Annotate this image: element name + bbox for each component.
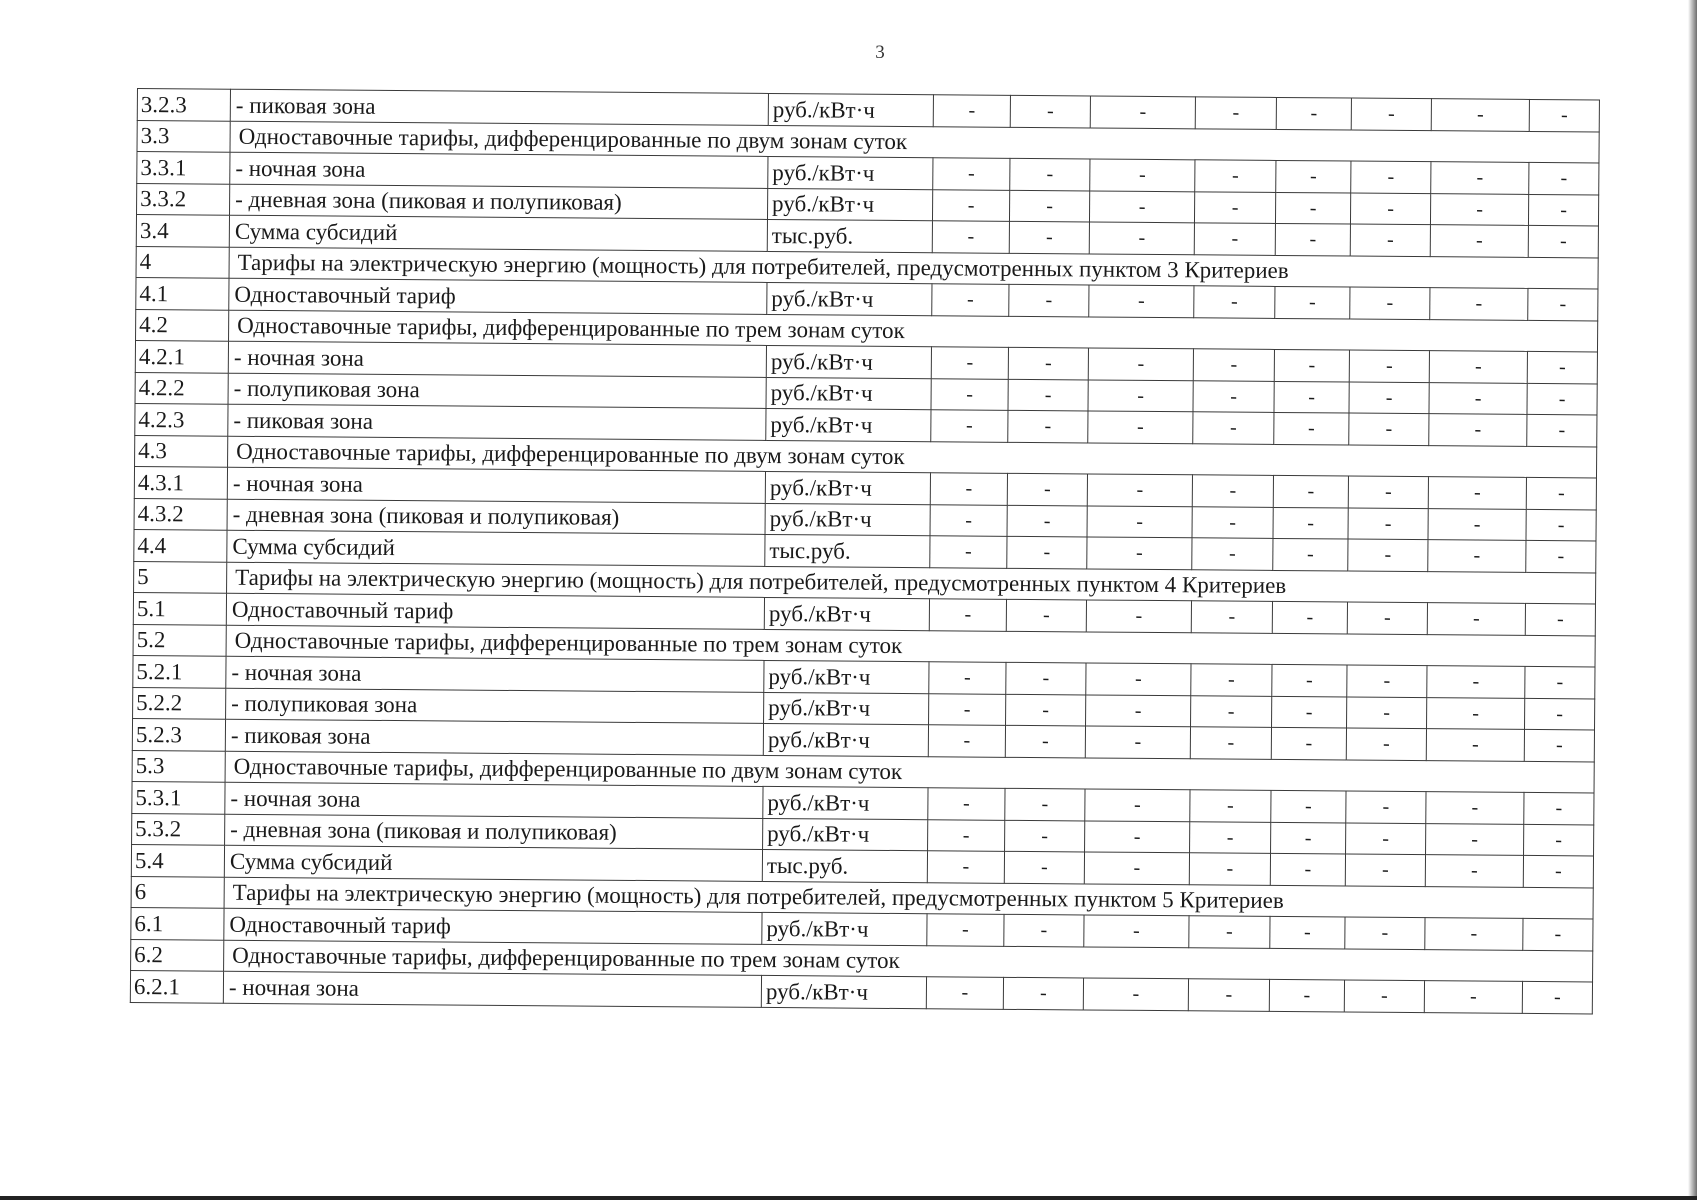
value-cell: - [1345, 917, 1425, 949]
value-cell: - [1524, 729, 1594, 761]
row-number-cell: 5.2 [133, 624, 226, 656]
tariff-table [130, 88, 1600, 1014]
unit-cell: руб./кВт·ч [767, 188, 932, 221]
indicator-name-cell: - пиковая зона [230, 89, 768, 125]
value-cell: - [1425, 918, 1523, 950]
value-cell: - [1428, 540, 1526, 572]
value-cell: - [1009, 190, 1089, 222]
value-cell: - [1005, 788, 1085, 820]
scan-bottom-edge [0, 1196, 1697, 1200]
value-cell: - [1088, 411, 1193, 443]
indicator-name-cell: Сумма субсидий [227, 530, 765, 566]
value-cell: - [1194, 191, 1275, 223]
value-cell: - [928, 788, 1005, 820]
indicator-name-cell: Сумма субсидий [224, 845, 762, 881]
row-number-cell: 4.1 [136, 277, 229, 309]
value-cell: - [1084, 915, 1189, 947]
value-cell: - [1271, 790, 1346, 822]
row-number-cell: 4.3.1 [134, 466, 227, 498]
value-cell: - [1009, 221, 1089, 253]
unit-cell: руб./кВт·ч [765, 471, 930, 504]
value-cell: - [927, 851, 1004, 883]
indicator-name-cell: - пиковая зона [228, 404, 766, 440]
value-cell: - [1522, 981, 1592, 1013]
value-cell: - [1272, 601, 1347, 633]
value-cell: - [930, 536, 1007, 568]
value-cell: - [1431, 162, 1529, 194]
value-cell: - [1090, 96, 1195, 128]
value-cell: - [1272, 664, 1347, 696]
value-cell: - [1089, 285, 1194, 317]
section-title-cell: Одноставочные тарифы, дифференцированные по трем зонам суток [226, 625, 1595, 667]
value-cell: - [1349, 382, 1429, 414]
value-cell: - [1089, 222, 1194, 254]
value-cell: - [1276, 97, 1351, 129]
indicator-name-cell: Одноставочный тариф [229, 278, 767, 314]
row-number-cell: 6.2.1 [130, 970, 223, 1002]
indicator-name-cell: - дневная зона (пиковая и полупиковая) [227, 499, 765, 535]
value-cell: - [1193, 412, 1274, 444]
document-sheet [130, 88, 1599, 1014]
indicator-name-cell: - дневная зона (пиковая и полупиковая) [225, 814, 763, 850]
row-number-cell: 5.2.3 [132, 718, 225, 750]
value-cell: - [933, 158, 1010, 190]
value-cell: - [1270, 853, 1345, 885]
value-cell: - [1007, 536, 1087, 568]
value-cell: - [1010, 95, 1090, 127]
value-cell: - [1005, 725, 1085, 757]
value-cell: - [1528, 194, 1598, 226]
section-title-cell: Тарифы на электрическую энергию (мощность) для потребителей, предусмотренных пунктом 5 Критериев [224, 877, 1593, 919]
value-cell: - [932, 284, 1009, 316]
value-cell: - [1528, 225, 1598, 257]
value-cell: - [1189, 916, 1270, 948]
value-cell: - [1008, 379, 1088, 411]
section-title-cell: Одноставочные тарифы, дифференцированные по двум зонам суток [225, 751, 1594, 793]
value-cell: - [1192, 475, 1273, 507]
section-title-cell: Одноставочные тарифы, дифференцированные по трем зонам суток [224, 940, 1593, 982]
value-cell: - [1190, 727, 1271, 759]
indicator-name-cell: - ночная зона [223, 971, 761, 1007]
row-number-cell: 4.2.3 [135, 403, 228, 435]
value-cell: - [1430, 193, 1528, 225]
indicator-name-cell: Сумма субсидий [229, 215, 767, 251]
indicator-name-cell: - ночная зона [226, 656, 764, 692]
row-number-cell: 4 [136, 246, 229, 278]
indicator-name-cell: - ночная зона [230, 152, 768, 188]
value-cell: - [1349, 350, 1429, 382]
value-cell: - [1084, 852, 1189, 884]
section-title-cell: Тарифы на электрическую энергию (мощность) для потребителей, предусмотренных пунктом 4 Критериев [227, 562, 1596, 604]
value-cell: - [1524, 792, 1594, 824]
row-number-cell: 5.1 [133, 592, 226, 624]
scan-edge-shadow [1688, 0, 1697, 1200]
value-cell: - [1083, 978, 1188, 1010]
value-cell: - [1006, 694, 1086, 726]
row-number-cell: 4.2.1 [135, 340, 228, 372]
value-cell: - [1426, 792, 1524, 824]
value-cell: - [1427, 666, 1525, 698]
value-cell: - [1087, 505, 1192, 537]
value-cell: - [1088, 348, 1193, 380]
value-cell: - [1527, 351, 1597, 383]
unit-cell: руб./кВт·ч [766, 408, 931, 441]
value-cell: - [1430, 225, 1528, 257]
value-cell: - [1085, 789, 1190, 821]
value-cell: - [1348, 539, 1428, 571]
indicator-name-cell: - дневная зона (пиковая и полупиковая) [230, 184, 768, 220]
value-cell: - [1087, 537, 1192, 569]
value-cell: - [1429, 382, 1527, 414]
value-cell: - [1007, 473, 1087, 505]
row-number-cell: 5.4 [131, 844, 224, 876]
value-cell: - [928, 725, 1005, 757]
value-cell: - [1193, 349, 1274, 381]
value-cell: - [1346, 791, 1426, 823]
value-cell: - [1191, 601, 1272, 633]
value-cell: - [1192, 538, 1273, 570]
value-cell: - [1085, 820, 1190, 852]
value-cell: - [1006, 599, 1086, 631]
value-cell: - [1273, 538, 1348, 570]
value-cell: - [933, 95, 1010, 127]
value-cell: - [1272, 696, 1347, 728]
row-number-cell: 3.4 [136, 215, 229, 247]
row-number-cell: 4.3.2 [134, 498, 227, 530]
row-number-cell: 4.3 [135, 435, 228, 467]
value-cell: - [1273, 475, 1348, 507]
value-cell: - [1276, 160, 1351, 192]
value-cell: - [1275, 192, 1350, 224]
value-cell: - [1088, 379, 1193, 411]
section-title-cell: Тарифы на электрическую энергию (мощность) для потребителей, предусмотренных пунктом 3 Критериев [229, 247, 1598, 289]
value-cell: - [1527, 383, 1597, 415]
unit-cell: тыс.руб. [767, 219, 932, 252]
value-cell: - [1526, 509, 1596, 541]
value-cell: - [929, 599, 1006, 631]
value-cell: - [1087, 474, 1192, 506]
row-number-cell: 5.3 [132, 750, 225, 782]
value-cell: - [1010, 158, 1090, 190]
row-number-cell: 6.2 [131, 939, 224, 971]
value-cell: - [1349, 413, 1429, 445]
value-cell: - [1004, 914, 1084, 946]
value-cell: - [1194, 223, 1275, 255]
value-cell: - [929, 693, 1006, 725]
value-cell: - [1005, 820, 1085, 852]
value-cell: - [1424, 981, 1522, 1013]
unit-cell: тыс.руб. [762, 849, 927, 882]
value-cell: - [930, 473, 1007, 505]
row-number-cell: 5.2.1 [133, 655, 226, 687]
value-cell: - [1529, 162, 1599, 194]
value-cell: - [1007, 505, 1087, 537]
value-cell: - [1427, 603, 1525, 635]
value-cell: - [1429, 351, 1527, 383]
indicator-name-cell: Одноставочный тариф [226, 593, 764, 629]
value-cell: - [1350, 224, 1430, 256]
value-cell: - [930, 504, 1007, 536]
unit-cell: тыс.руб. [765, 534, 930, 567]
row-number-cell: 5 [134, 561, 227, 593]
section-title-cell: Одноставочные тарифы, дифференцированные по двум зонам суток [228, 436, 1597, 478]
value-cell: - [1086, 600, 1191, 632]
row-number-cell: 5.3.2 [132, 813, 225, 845]
value-cell: - [1344, 980, 1424, 1012]
unit-cell: руб./кВт·ч [768, 156, 933, 189]
value-cell: - [1431, 99, 1529, 131]
row-number-cell: 3.3 [137, 120, 230, 152]
row-number-cell: 3.3.1 [137, 152, 230, 184]
value-cell: - [1195, 160, 1276, 192]
value-cell: - [1090, 159, 1195, 191]
row-number-cell: 5.3.1 [132, 781, 225, 813]
value-cell: - [931, 410, 1008, 442]
value-cell: - [1528, 288, 1598, 320]
value-cell: - [1429, 414, 1527, 446]
value-cell: - [1086, 694, 1191, 726]
value-cell: - [1194, 286, 1275, 318]
unit-cell: руб./кВт·ч [764, 597, 929, 630]
row-number-cell: 6 [131, 876, 224, 908]
unit-cell: руб./кВт·ч [764, 660, 929, 693]
value-cell: - [932, 189, 1009, 221]
value-cell: - [1525, 603, 1595, 635]
indicator-name-cell: - полупиковая зона [226, 688, 764, 724]
value-cell: - [1525, 666, 1595, 698]
value-cell: - [928, 819, 1005, 851]
value-cell: - [1089, 190, 1194, 222]
value-cell: - [1269, 979, 1344, 1011]
value-cell: - [1192, 506, 1273, 538]
value-cell: - [1274, 412, 1349, 444]
value-cell: - [1350, 193, 1430, 225]
row-number-cell: 4.2.2 [135, 372, 228, 404]
value-cell: - [1188, 979, 1269, 1011]
value-cell: - [931, 378, 1008, 410]
value-cell: - [1428, 477, 1526, 509]
value-cell: - [1425, 855, 1523, 887]
value-cell: - [1003, 977, 1083, 1009]
unit-cell: руб./кВт·ч [762, 912, 927, 945]
value-cell: - [1009, 284, 1089, 316]
row-number-cell: 3.3.2 [137, 183, 230, 215]
value-cell: - [1351, 98, 1431, 130]
row-number-cell: 3.2.3 [137, 89, 230, 121]
section-title-cell: Одноставочные тарифы, дифференцированные по двум зонам суток [230, 121, 1599, 163]
indicator-name-cell: Одноставочный тариф [224, 908, 762, 944]
value-cell: - [1524, 824, 1594, 856]
value-cell: - [931, 347, 1008, 379]
value-cell: - [1271, 727, 1346, 759]
value-cell: - [1275, 223, 1350, 255]
value-cell: - [1427, 697, 1525, 729]
value-cell: - [1273, 507, 1348, 539]
value-cell: - [1195, 97, 1276, 129]
value-cell: - [1191, 695, 1272, 727]
value-cell: - [1428, 508, 1526, 540]
unit-cell: руб./кВт·ч [765, 503, 930, 536]
value-cell: - [1348, 476, 1428, 508]
unit-cell: руб./кВт·ч [763, 818, 928, 851]
value-cell: - [1189, 853, 1270, 885]
row-number-cell: 4.4 [134, 529, 227, 561]
value-cell: - [1347, 697, 1427, 729]
value-cell: - [1086, 663, 1191, 695]
value-cell: - [1348, 508, 1428, 540]
row-number-cell: 4.2 [136, 309, 229, 341]
value-cell: - [1430, 288, 1528, 320]
value-cell: - [1351, 161, 1431, 193]
page-number: 3 [875, 42, 885, 63]
value-cell: - [1191, 664, 1272, 696]
value-cell: - [1190, 821, 1271, 853]
value-cell: - [1274, 381, 1349, 413]
value-cell: - [927, 914, 1004, 946]
value-cell: - [1345, 854, 1425, 886]
unit-cell: руб./кВт·ч [764, 692, 929, 725]
value-cell: - [1526, 540, 1596, 572]
value-cell: - [1270, 916, 1345, 948]
indicator-name-cell: - пиковая зона [225, 719, 763, 755]
value-cell: - [1426, 823, 1524, 855]
value-cell: - [1271, 822, 1346, 854]
value-cell: - [926, 977, 1003, 1009]
value-cell: - [1190, 790, 1271, 822]
value-cell: - [1275, 286, 1350, 318]
value-cell: - [1527, 414, 1597, 446]
value-cell: - [1426, 729, 1524, 761]
unit-cell: руб./кВт·ч [763, 786, 928, 819]
indicator-name-cell: - ночная зона [228, 341, 766, 377]
unit-cell: руб./кВт·ч [766, 377, 931, 410]
row-number-cell: 6.1 [131, 907, 224, 939]
value-cell: - [1350, 287, 1430, 319]
value-cell: - [1346, 728, 1426, 760]
indicator-name-cell: - ночная зона [227, 467, 765, 503]
value-cell: - [1008, 347, 1088, 379]
value-cell: - [1523, 855, 1593, 887]
value-cell: - [1193, 380, 1274, 412]
row-number-cell: 5.2.2 [133, 687, 226, 719]
value-cell: - [1529, 99, 1599, 131]
value-cell: - [1008, 410, 1088, 442]
value-cell: - [929, 662, 1006, 694]
unit-cell: руб./кВт·ч [761, 975, 926, 1008]
indicator-name-cell: - полупиковая зона [228, 373, 766, 409]
value-cell: - [1523, 918, 1593, 950]
unit-cell: руб./кВт·ч [766, 345, 931, 378]
value-cell: - [1346, 823, 1426, 855]
indicator-name-cell: - ночная зона [225, 782, 763, 818]
value-cell: - [932, 221, 1009, 253]
value-cell: - [1347, 602, 1427, 634]
unit-cell: руб./кВт·ч [767, 282, 932, 315]
value-cell: - [1347, 665, 1427, 697]
value-cell: - [1525, 698, 1595, 730]
unit-cell: руб./кВт·ч [763, 723, 928, 756]
unit-cell: руб./кВт·ч [768, 93, 933, 126]
value-cell: - [1085, 726, 1190, 758]
value-cell: - [1274, 349, 1349, 381]
value-cell: - [1006, 662, 1086, 694]
value-cell: - [1004, 851, 1084, 883]
section-title-cell: Одноставочные тарифы, дифференцированные по трем зонам суток [229, 310, 1598, 352]
value-cell: - [1526, 477, 1596, 509]
tariff-table-body [130, 89, 1599, 1014]
